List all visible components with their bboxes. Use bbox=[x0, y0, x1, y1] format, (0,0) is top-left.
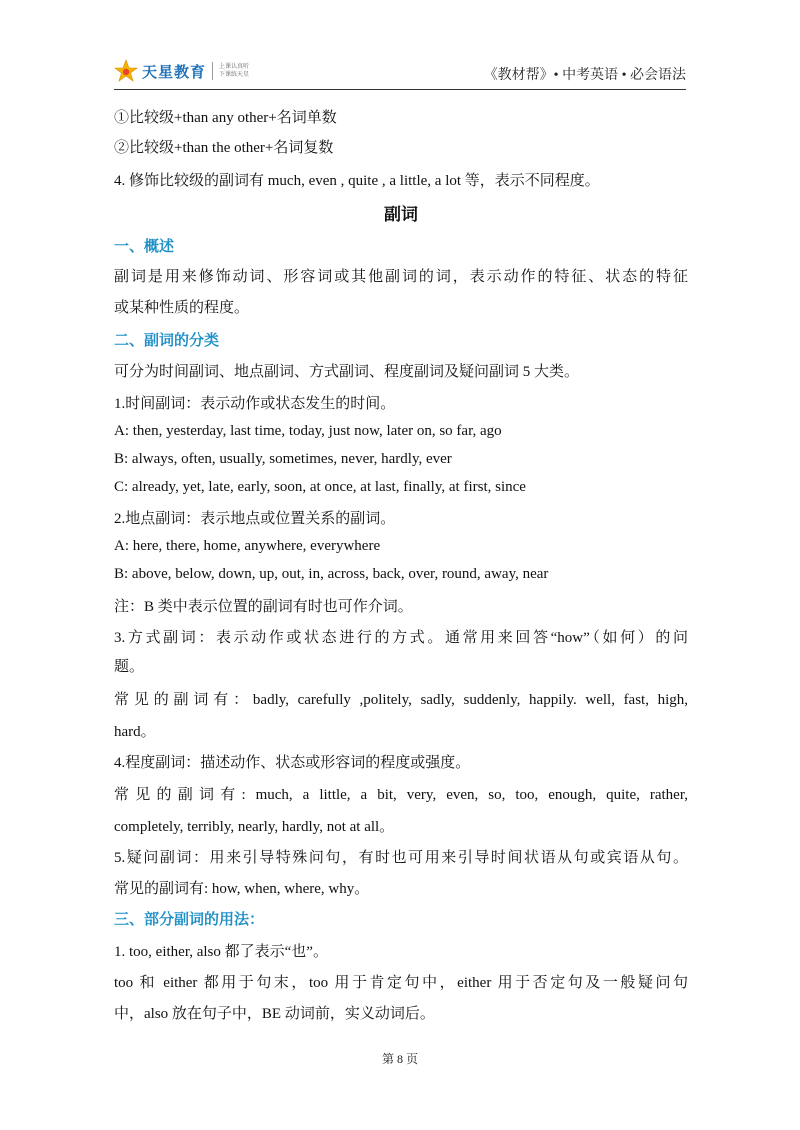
book-title: 《教材帮》• 中考英语 • 必会语法 bbox=[483, 68, 686, 83]
section-title: 副词 bbox=[384, 205, 418, 225]
text-line: 题。 bbox=[114, 659, 145, 675]
section-heading: 二、副词的分类 bbox=[114, 331, 220, 349]
text-line: ②比较级+than the other+名词复数 bbox=[114, 140, 334, 156]
text-line: A: then, yesterday, last time, today, just now, later on, so far, ago bbox=[114, 423, 502, 439]
text-line: 注：B 类中表示位置的副词有时也可作介词。 bbox=[114, 599, 413, 615]
text-line: 4.程度副词：描述动作、状态或形容词的程度或强度。 bbox=[114, 755, 471, 771]
text-line: 常见的副词有：badly, carefully ,politely, sadly, suddenly, happily. well, fast, high, bbox=[114, 692, 688, 708]
slogan-line-1: 上课认真听 bbox=[219, 63, 250, 70]
section-heading: 一、概述 bbox=[114, 237, 175, 255]
text-line: 中，also 放在句子中，BE 动词前，实义动词后。 bbox=[114, 1006, 435, 1022]
text-line: B: always, often, usually, sometimes, never, hardly, ever bbox=[114, 451, 452, 467]
header-rule bbox=[114, 89, 686, 90]
text-line: 1.时间副词：表示动作或状态发生的时间。 bbox=[114, 396, 396, 412]
slogan-line-2: 下课练天星 bbox=[219, 71, 250, 78]
logo-text: 天星教育 bbox=[142, 62, 207, 81]
text-line: 3.方式副词：表示动作或状态进行的方式。通常用来回答“how”（如何）的问 bbox=[114, 630, 688, 646]
text-line: 可分为时间副词、地点副词、方式副词、程度副词及疑问副词 5 大类。 bbox=[114, 364, 580, 380]
text-line: hard。 bbox=[114, 724, 156, 740]
page-number: 第 8 页 bbox=[381, 1052, 418, 1066]
text-line: 或某种性质的程度。 bbox=[114, 300, 250, 316]
text-line: 1. too, either, also 都了表示“也”。 bbox=[114, 944, 328, 960]
star-icon bbox=[114, 59, 138, 83]
text-line: 副词是用来修饰动词、形容词或其他副词的词，表示动作的特征、状态的特征 bbox=[114, 269, 688, 285]
text-line: completely, terribly, nearly, hardly, not at all。 bbox=[114, 819, 395, 835]
text-line: 常见的副词有: how, when, where, why。 bbox=[114, 881, 370, 897]
text-line: ①比较级+than any other+名词单数 bbox=[114, 110, 337, 126]
text-line: 5.疑问副词：用来引导特殊问句，有时也可用来引导时间状语从句或宾语从句。 bbox=[114, 850, 688, 866]
logo-divider bbox=[212, 62, 213, 80]
text-line: C: already, yet, late, early, soon, at once, at last, finally, at first, since bbox=[114, 479, 526, 495]
text-line: B: above, below, down, up, out, in, across, back, over, round, away, near bbox=[114, 566, 549, 582]
text-line: too 和 either 都用于句末，too 用于肯定句中，either 用于否定句及一般疑问句 bbox=[114, 975, 688, 991]
logo-slogan bbox=[219, 63, 249, 79]
text-line: A: here, there, home, anywhere, everywhere bbox=[114, 538, 381, 554]
brand-logo bbox=[114, 56, 249, 86]
page-header bbox=[114, 56, 686, 88]
section-heading: 三、部分副词的用法： bbox=[114, 910, 265, 928]
text-line: 4. 修饰比较级的副词有 much, even , quite , a little, a lot 等，表示不同程度。 bbox=[114, 173, 600, 189]
text-line: 2.地点副词：表示地点或位置关系的副词。 bbox=[114, 511, 396, 527]
text-line: 常见的副词有: much, a little, a bit, very, even, so, too, enough, quite, rather, bbox=[114, 787, 688, 803]
